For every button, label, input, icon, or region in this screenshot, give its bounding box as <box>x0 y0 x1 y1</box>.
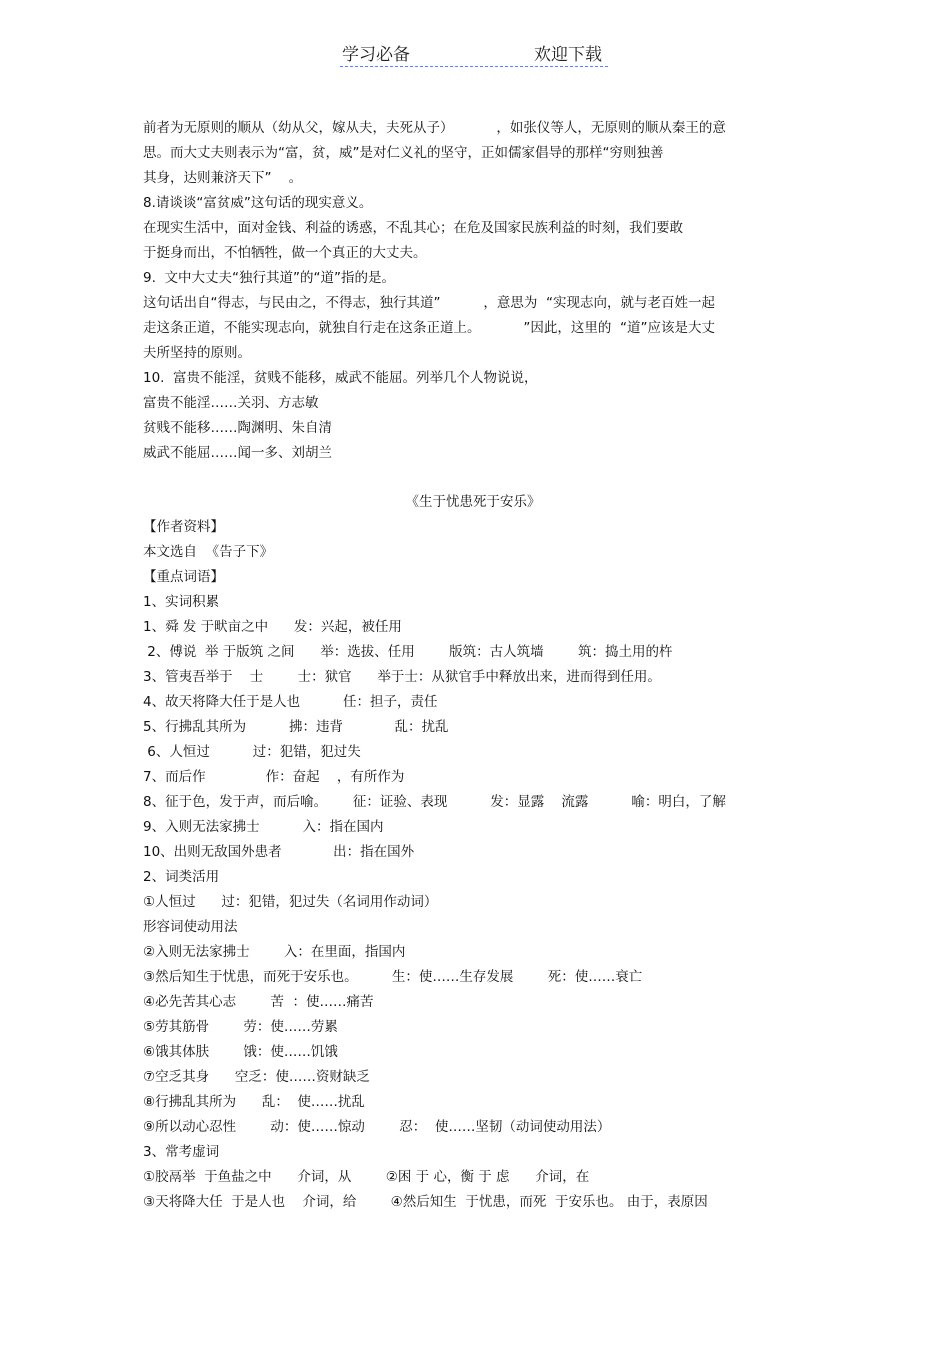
page-header <box>340 40 608 67</box>
usage-item: ⑧行拂乱其所为 乱： 使……扰乱 <box>143 1094 365 1110</box>
question-8: 8.请谈谈“富贫威”这句话的现实意义。 <box>143 195 373 211</box>
function-word-item: ①胶鬲举 于鱼盐之中 介词，从 ②困 于 心，衡 于 虑 介词，在 <box>143 1169 590 1185</box>
vocab-item: 10、出则无敌国外患者 出：指在国外 <box>143 844 415 860</box>
text-line: 走这条正道，不能实现志向，就独自行走在这条正道上。 ”因此，这里的 “道”应该是大丈 <box>143 320 715 336</box>
text-line: 本文选自 《告子下》 <box>143 544 274 560</box>
vocab-item: 1、舜 发 于畎亩之中 发：兴起，被任用 <box>143 619 402 635</box>
vocab-item: 5、行拂乱其所为 拂：违背 乱：扰乱 <box>143 719 449 735</box>
text-line: 贫贱不能移……陶渊明、朱自清 <box>143 420 332 436</box>
vocab-item: 6、人恒过 过：犯错，犯过失 <box>143 744 361 760</box>
text-line: 夫所坚持的原则。 <box>143 345 251 361</box>
header-right-text: 欢迎下载 <box>534 45 602 65</box>
function-word-item: ③天将降大任 于是人也 介词，给 ④然后知生 于忧患，而死 于安乐也。 由于，表原因 <box>143 1194 708 1210</box>
question-10: 10. 富贵不能淫，贫贱不能移，威武不能屈。列举几个人物说说， <box>143 370 538 386</box>
text-line: 这句话出自“得志，与民由之，不得志，独行其道” ，意思为 “实现志向，就与老百姓一起 <box>143 295 715 311</box>
vocab-item: 7、而后作 作：奋起 ，有所作为 <box>143 769 405 785</box>
text-line: 前者为无原则的顺从（幼从父，嫁从夫，夫死从子） ，如张仪等人，无原则的顺从秦王的意 <box>143 120 726 136</box>
document-body <box>143 116 803 1215</box>
vocab-item: 2、傅说 举 于版筑 之间 举：选拔、任用 版筑：古人筑墙 筑：捣土用的杵 <box>143 644 673 660</box>
usage-item: ①人恒过 过：犯错，犯过失（名词用作动词） <box>143 894 438 910</box>
question-9: 9. 文中大丈夫“独行其道”的“道”指的是。 <box>143 270 395 286</box>
text-line: 思。而大丈夫则表示为“富，贫，威”是对仁义礼的坚守，正如儒家倡导的那样“穷则独善 <box>143 145 664 161</box>
text-line: 于挺身而出，不怕牺牲，做一个真正的大丈夫。 <box>143 245 427 261</box>
text-line: 形容词使动用法 <box>143 919 238 935</box>
text-line: 其身，达则兼济天下” 。 <box>143 170 303 186</box>
section-heading: 【重点词语】 <box>143 569 224 585</box>
usage-item: ②入则无法家拂士 入：在里面，指国内 <box>143 944 406 960</box>
section-heading: 【作者资料】 <box>143 519 224 535</box>
vocab-item: 3、管夷吾举于 士 士：狱官 举于士：从狱官手中释放出来，进而得到任用。 <box>143 669 661 685</box>
header-left-text: 学习必备 <box>342 45 410 65</box>
vocab-item: 9、入则无法家拂士 入：指在国内 <box>143 819 384 835</box>
usage-item: ⑥饿其体肤 饿：使……饥饿 <box>143 1044 338 1060</box>
sub-heading: 3、常考虚词 <box>143 1144 220 1160</box>
text-line: 富贵不能淫……关羽、方志敏 <box>143 395 319 411</box>
usage-item: ③然后知生于忧患，而死于安乐也。 生：使……生存发展 死：使……衰亡 <box>143 969 643 985</box>
usage-item: ⑦空乏其身 空乏：使……资财缺乏 <box>143 1069 370 1085</box>
usage-item: ④必先苦其心志 苦 ：使……痛苦 <box>143 994 374 1010</box>
section-title: 《生于忧患死于安乐》 <box>405 494 541 510</box>
sub-heading: 2、词类活用 <box>143 869 220 885</box>
vocab-item: 4、故天将降大任于是人也 任：担子，责任 <box>143 694 438 710</box>
usage-item: ⑤劳其筋骨 劳：使……劳累 <box>143 1019 338 1035</box>
sub-heading: 1、实词积累 <box>143 594 220 610</box>
vocab-item: 8、征于色，发于声，而后喻。 征：证验、表现 发：显露 流露 喻：明白，了解 <box>143 794 726 810</box>
text-line: 威武不能屈……闻一多、刘胡兰 <box>143 445 332 461</box>
usage-item: ⑨所以动心忍性 动：使……惊动 忍： 使……坚韧（动词使动用法） <box>143 1119 611 1135</box>
text-line: 在现实生活中，面对金钱、利益的诱惑，不乱其心；在危及国家民族利益的时刻，我们要敢 <box>143 220 683 236</box>
